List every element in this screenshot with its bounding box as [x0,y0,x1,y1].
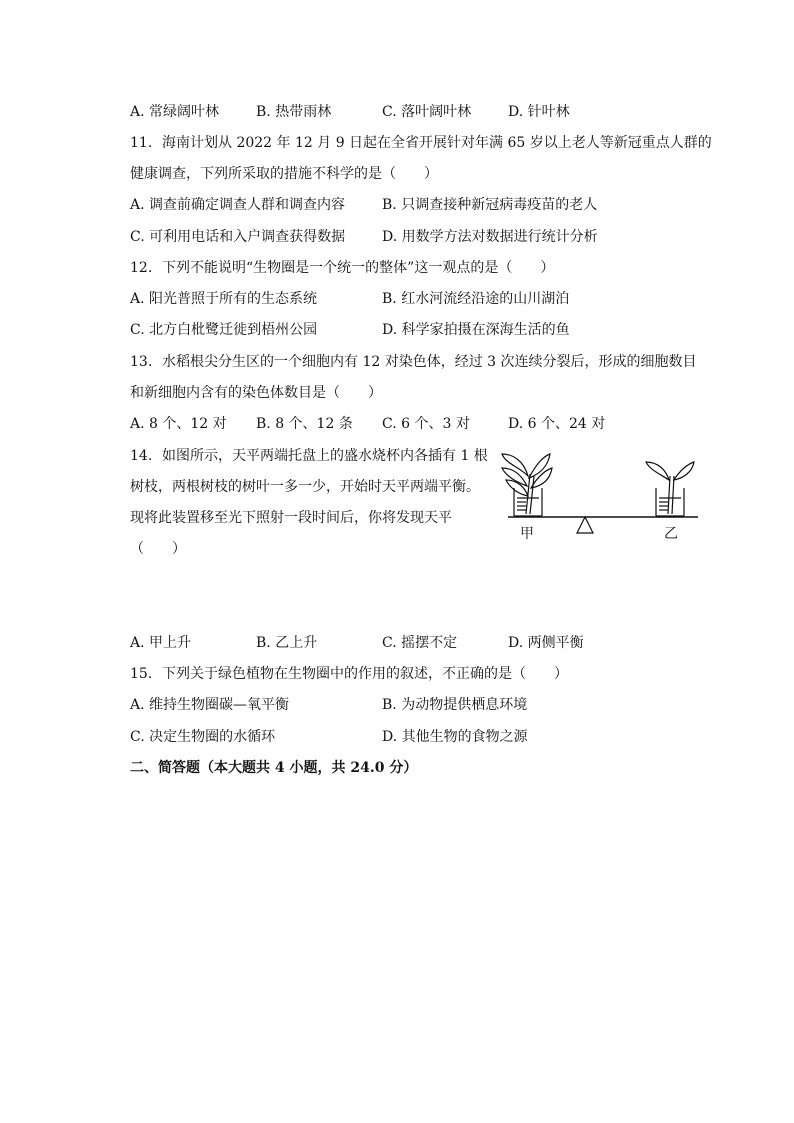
q12-option-c: C. 北方白枇鹭迁徙到梧州公园 [130,322,318,338]
q13-option-c: C. 6 个、3 对 [382,416,470,432]
q15-option-a: A. 维持生物圈碳—氧平衡 [130,697,290,713]
fulcrum-icon [577,517,593,533]
q11-stem-line2: 健康调查，下列所采取的措施不科学的是（ ） [130,166,438,182]
q14-stem-line4: （ ） [130,541,186,557]
q15-option-d: D. 其他生物的食物之源 [382,729,528,745]
q11-number: 11. [130,135,153,151]
q14-option-d: D. 两侧平衡 [508,635,584,651]
q12-number: 12. [130,260,153,276]
q10-option-c: C. 落叶阔叶林 [382,104,472,120]
q14-option-c: C. 摇摆不定 [382,635,458,651]
q14-stem-line1: 14. 如图所示，天平两端托盘上的盛水烧杯内各插有 1 根 [130,448,488,464]
q13-number: 13. [130,354,153,370]
right-beaker-icon [656,488,684,516]
q15-number: 15. [130,666,153,682]
q10-option-b: B. 热带雨林 [256,104,332,120]
q13-option-a: A. 8 个、12 对 [130,416,227,432]
q13-option-d: D. 6 个、24 对 [508,416,606,432]
right-branch-icon [646,462,694,514]
q15-option-c: C. 决定生物圈的水循环 [130,729,276,745]
q13-option-b: B. 8 个、12 条 [256,416,353,432]
q12-stem-line1: 12. 下列不能说明“生物圈是一个统一的整体”这一观点的是（ ） [130,260,555,276]
q11-stem-line1: 11. 海南计划从 2022 年 12 月 9 日起在全省开展针对年满 65 岁以上老人等新冠重点人群的 [130,135,712,151]
q14-stem-line2: 树枝，两根树枝的树叶一多一少，开始时天平两端平衡。 [130,479,480,495]
q13-stem-line2: 和新细胞内含有的染色体数目是（ ） [130,385,382,401]
q12-option-a: A. 阳光普照于所有的生态系统 [130,291,318,307]
q11-option-c: C. 可利用电话和入户调查获得数据 [130,229,346,245]
q14-stem-line3: 现将此装置移至光下照射一段时间后，你将发现天平 [130,510,452,526]
section-heading: 二、简答题（本大题共 4 小题，共 24.0 分） [130,760,418,776]
q15-stem-line1: 15. 下列关于绿色植物在生物圈中的作用的叙述，不正确的是（ ） [130,666,568,682]
q11-option-b: B. 只调查接种新冠病毒疫苗的老人 [382,197,598,213]
q14-option-b: B. 乙上升 [256,635,318,651]
q14-number: 14. [130,448,153,464]
q15-option-b: B. 为动物提供栖息环境 [382,697,528,713]
balance-figure [498,446,708,546]
q12-option-b: B. 红水河流经沿途的山川湖泊 [382,291,570,307]
label-right-yi: 乙 [664,526,678,542]
q14-option-a: A. 甲上升 [130,635,192,651]
q11-option-a: A. 调查前确定调查人群和调查内容 [130,197,346,213]
q13-stem-line1: 13. 水稻根尖分生区的一个细胞内有 12 对染色体，经过 3 次连续分裂后，形成的细胞数目 [130,354,697,370]
label-left-jia: 甲 [520,526,534,542]
q10-option-a: A. 常绿阔叶林 [130,104,220,120]
left-branch-icon [502,454,552,514]
q12-option-d: D. 科学家拍摄在深海生活的鱼 [382,322,570,338]
q11-option-d: D. 用数学方法对数据进行统计分析 [382,229,598,245]
q10-option-d: D. 针叶林 [508,104,570,120]
